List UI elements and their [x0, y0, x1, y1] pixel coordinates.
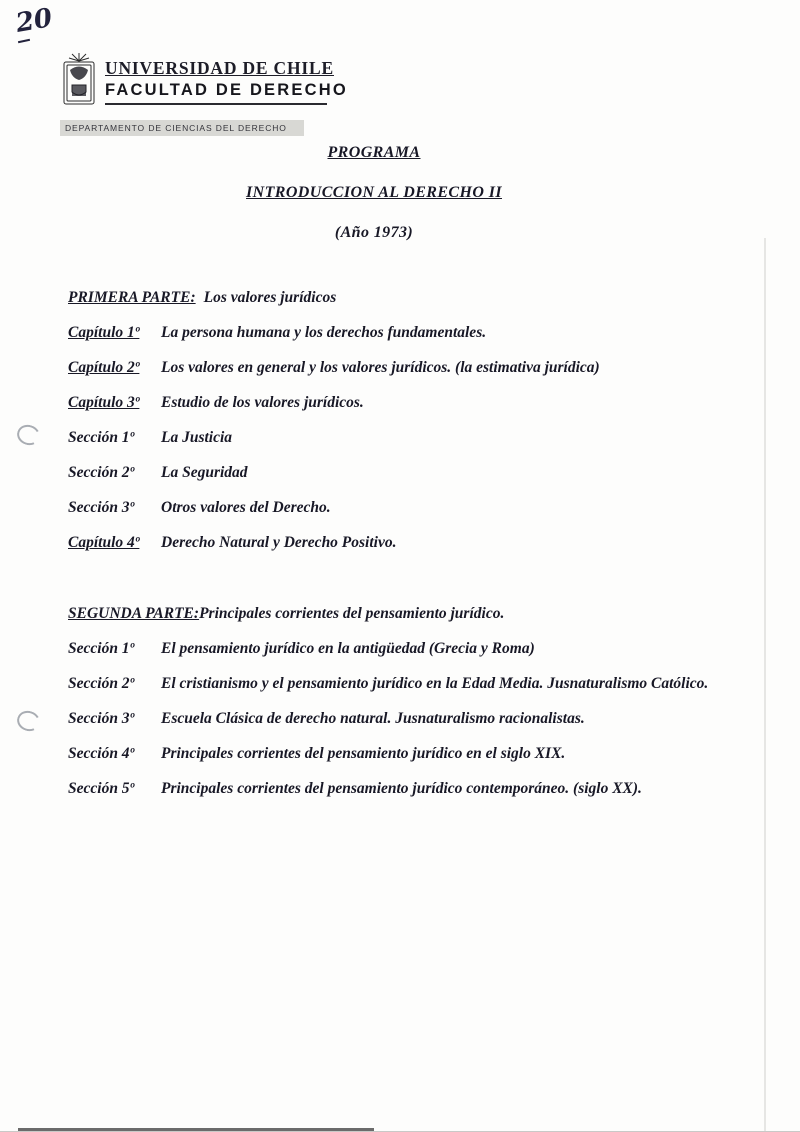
section-label: Sección 3º: [68, 710, 135, 727]
section-label: Sección 4º: [68, 745, 135, 762]
section-text: Escuela Clásica de derecho natural. Jusnaturalismo racionalistas.: [161, 710, 585, 727]
section-text: Principales corrientes del pensamiento jurídico en el siglo XIX.: [161, 745, 566, 762]
part2-heading-label: SEGUNDA PARTE:: [68, 605, 200, 622]
handwritten-underline: [18, 39, 30, 43]
document-title: PROGRAMA: [327, 144, 421, 161]
section-label: Sección 5º: [68, 780, 135, 797]
part1-heading-label: PRIMERA PARTE:: [68, 289, 196, 306]
scan-edge-line: [18, 1128, 374, 1131]
scan-mark-circle: [14, 708, 42, 734]
section-text: Principales corrientes del pensamiento jurídico contemporáneo. (siglo XX).: [161, 780, 642, 797]
department-banner: DEPARTAMENTO DE CIENCIAS DEL DERECHO: [60, 120, 304, 136]
faculty-name: FACULTAD DE DERECHO: [105, 81, 348, 99]
section-row: [68, 638, 752, 659]
letterhead: [60, 50, 348, 136]
course-year: (Año 1973): [334, 224, 414, 241]
university-name: UNIVERSIDAD DE CHILE: [105, 58, 334, 78]
section-text: La Seguridad: [161, 464, 248, 481]
syllabus: [68, 287, 752, 813]
chapter-text: Derecho Natural y Derecho Positivo.: [161, 534, 397, 551]
chapter-text: La persona humana y los derechos fundamentales.: [161, 324, 487, 341]
chapter-label: Capítulo 2º: [68, 359, 140, 376]
section-text: El pensamiento jurídico en la antigüedad (Grecia y Roma): [161, 640, 535, 657]
section-row: [68, 673, 752, 694]
scan-mark-circle: [14, 422, 42, 448]
chapter-row: [68, 532, 752, 553]
handwritten-page-number: 20: [13, 3, 55, 39]
section-row: [68, 743, 752, 764]
section-row: [68, 778, 752, 799]
title-block: [0, 144, 748, 264]
chapter-row: [68, 357, 752, 378]
chapter-row: [68, 392, 752, 413]
section-label: Sección 1º: [68, 640, 135, 657]
section-text: Otros valores del Derecho.: [161, 499, 331, 516]
chapter-label: Capítulo 3º: [68, 394, 140, 411]
chapter-label: Capítulo 4º: [68, 534, 140, 551]
section-row: [68, 708, 752, 729]
chapter-text: Estudio de los valores jurídicos.: [161, 394, 364, 411]
faculty-rule: [105, 79, 348, 105]
section-row: [68, 427, 752, 448]
section-row: [68, 497, 752, 518]
part2-heading: [68, 603, 752, 624]
section-text: La Justicia: [161, 429, 233, 446]
section-row: [68, 462, 752, 483]
section-label: Sección 3º: [68, 499, 135, 516]
section-label: Sección 2º: [68, 464, 135, 481]
chapter-label: Capítulo 1º: [68, 324, 140, 341]
university-seal-icon: [60, 52, 98, 113]
section-label: Sección 2º: [68, 675, 135, 692]
section-text: El cristianismo y el pensamiento jurídico en la Edad Media. Jusnaturalismo Católico.: [161, 675, 709, 692]
part2-heading-text: Principales corrientes del pensamiento jurídico.: [199, 605, 505, 622]
chapter-text: Los valores en general y los valores jurídicos. (la estimativa jurídica): [161, 359, 600, 376]
chapter-row: [68, 322, 752, 343]
part1-heading-text: Los valores jurídicos: [203, 289, 337, 306]
scan-edge-line: [764, 238, 766, 1132]
course-title: INTRODUCCION AL DERECHO II: [246, 184, 502, 201]
section-label: Sección 1º: [68, 429, 135, 446]
part1-heading: [68, 287, 752, 308]
